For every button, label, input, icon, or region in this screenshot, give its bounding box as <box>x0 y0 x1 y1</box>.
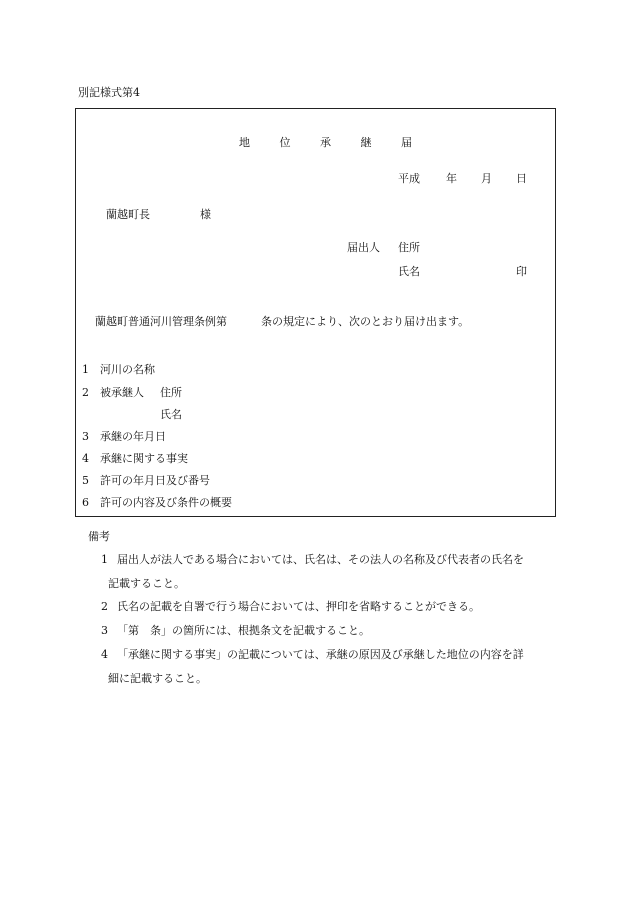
title-char: 地 <box>239 136 250 149</box>
item-number: 4 <box>82 452 89 465</box>
title-char: 届 <box>401 136 412 149</box>
applicant-name-label: 氏名 <box>398 265 420 278</box>
date-month-label: 月 <box>481 172 492 185</box>
note-text-continued: 細に記載すること。 <box>108 672 207 685</box>
item-number: 3 <box>82 430 89 443</box>
declaration-text-start: 蘭越町普通河川管理条例第 <box>95 315 227 328</box>
form-title <box>239 137 412 148</box>
note-number: 4 <box>101 648 108 661</box>
date-day-label: 日 <box>516 172 527 185</box>
item-permit-content: 許可の内容及び条件の概要 <box>100 496 232 509</box>
title-char: 継 <box>360 136 372 149</box>
note-number: 2 <box>101 600 108 613</box>
title-char: 位 <box>279 136 291 149</box>
note-text: 「承継に関する事実」の記載については、承継の原因及び承継した地位の内容を詳 <box>117 648 524 661</box>
note-text: 「第 条」の箇所には、根拠条文を記載すること。 <box>117 624 370 637</box>
date-year-label: 年 <box>446 172 457 185</box>
note-number: 3 <box>101 624 108 637</box>
item-number: 6 <box>82 496 89 509</box>
note-text: 氏名の記載を自署で行う場合においては、押印を省略することができる。 <box>117 600 480 613</box>
declaration-text-end: 条の規定により、次のとおり届け出ます。 <box>261 315 470 328</box>
notes-heading: 備考 <box>88 530 110 543</box>
date-era-label: 平成 <box>398 172 420 185</box>
title-char: 承 <box>320 136 331 149</box>
item-predecessor: 被承継人 <box>100 386 144 399</box>
item-river-name: 河川の名称 <box>100 363 155 376</box>
addressee-honorific: 様 <box>200 208 211 221</box>
item-permit-date-number: 許可の年月日及び番号 <box>100 474 210 487</box>
note-number: 1 <box>101 553 108 566</box>
note-text-continued: 記載すること。 <box>108 577 185 590</box>
item-number: 1 <box>82 363 89 376</box>
applicant-address-label: 住所 <box>398 241 420 254</box>
addressee-name: 蘭越町長 <box>106 208 150 221</box>
predecessor-name-label: 氏名 <box>160 408 182 421</box>
item-number: 2 <box>82 386 89 399</box>
predecessor-address-label: 住所 <box>160 386 182 399</box>
note-text: 届出人が法人である場合においては、氏名は、その法人の名称及び代表者の氏名を <box>117 553 524 566</box>
form-number-label: 別記様式第4 <box>78 86 140 99</box>
item-succession-date: 承継の年月日 <box>100 430 166 443</box>
seal-mark: 印 <box>516 265 527 278</box>
item-succession-facts: 承継に関する事実 <box>100 452 188 465</box>
item-number: 5 <box>82 474 89 487</box>
applicant-label: 届出人 <box>347 241 380 254</box>
